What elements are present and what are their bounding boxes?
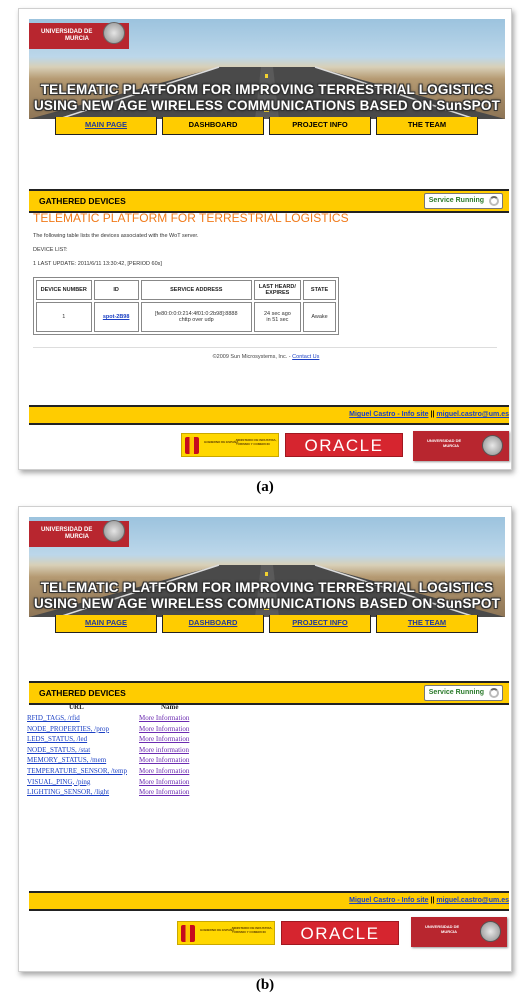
bottom-bar xyxy=(29,891,509,911)
resource-url-link[interactable]: RFID_TAGS, /rfid xyxy=(27,714,80,722)
device-list-label: DEVICE LIST: xyxy=(33,247,68,253)
gob-text: GOBIERNO DE ESPAÑA xyxy=(204,440,239,444)
more-information-link[interactable]: More Information xyxy=(139,714,190,722)
address-line2: chttp over udp xyxy=(178,317,214,323)
banner-title-line2: USING NEW AGE WIRELESS COMMUNICATIONS BASED ON SunSPOT xyxy=(33,596,501,611)
banner-title-line1: TELEMATIC PLATFORM FOR IMPROVING TERRESTRIAL LOGISTICS xyxy=(40,580,494,595)
copyright-text: ©2009 Sun Microsystems, Inc. - xyxy=(212,354,291,360)
url-column-header: URL xyxy=(69,703,84,711)
resource-url-link[interactable]: NODE_STATUS, /stat xyxy=(27,745,91,754)
devices-table xyxy=(33,277,339,335)
screenshot-panel-a xyxy=(18,8,512,470)
um-seal-icon xyxy=(480,921,501,942)
bottom-links xyxy=(349,897,509,904)
figure-label-b: (b) xyxy=(255,977,275,993)
section-bar xyxy=(29,189,509,213)
resource-url-link[interactable]: NODE_PROPERTIES, /prop xyxy=(27,724,110,733)
contact-us-link[interactable]: Contact Us xyxy=(292,354,320,360)
col-device-number: DEVICE NUMBER xyxy=(36,280,92,300)
spain-shield-icon xyxy=(181,925,195,942)
cell-device-number: 1 xyxy=(36,302,92,332)
um-logo-line1: UNIVERSIDAD DE xyxy=(427,438,462,443)
resource-url-link[interactable]: TEMPERATURE_SENSOR, /temp xyxy=(27,766,127,775)
cell-last-heard xyxy=(254,302,301,332)
university-seal-icon xyxy=(103,22,125,44)
gob-text: GOBIERNO DE ESPAÑA xyxy=(200,928,235,932)
service-status-badge[interactable] xyxy=(424,193,503,209)
service-status-label: Service Running xyxy=(428,197,484,204)
list-item xyxy=(27,756,227,767)
section-bar xyxy=(29,681,509,705)
info-site-link[interactable]: Miguel Castro - Info site xyxy=(349,897,429,904)
more-information-link[interactable]: More Information xyxy=(139,788,190,797)
link-separator: || xyxy=(430,411,435,418)
email-link[interactable]: miguel.castro@um.es xyxy=(436,897,509,904)
resource-url-link[interactable]: MEMORY_STATUS, /mem xyxy=(27,756,107,765)
more-information-link[interactable]: More Information xyxy=(139,724,190,733)
oracle-logo[interactable]: ORACLE xyxy=(281,921,399,945)
more-information-link[interactable]: More Information xyxy=(139,756,190,765)
ministry-text: MINISTERIO DE INDUSTRIA, TURISMO Y COMERCIO xyxy=(232,926,273,934)
intro-text: The following table lists the devices associated with the WoT server. xyxy=(33,233,199,239)
uni-logo-line2: MURCIA xyxy=(65,36,89,42)
service-status-label: Service Running xyxy=(428,689,484,696)
info-site-link[interactable]: Miguel Castro - Info site xyxy=(349,411,429,418)
heard-line2: in 51 sec xyxy=(266,317,289,323)
uni-logo-line1: UNIVERSIDAD DE xyxy=(41,527,93,533)
spinner-icon xyxy=(489,196,499,206)
section-title: GATHERED DEVICES xyxy=(39,196,126,206)
resource-list xyxy=(27,714,227,799)
main-nav xyxy=(55,615,479,633)
nav-the-team[interactable]: THE TEAM xyxy=(376,117,478,135)
nav-project-info[interactable]: PROJECT INFO xyxy=(269,117,371,135)
um-logo[interactable] xyxy=(413,431,509,461)
nav-dashboard[interactable]: DASHBOARD xyxy=(162,615,264,633)
header-banner xyxy=(29,517,505,617)
screenshot-panel-b xyxy=(18,506,512,972)
section-title: GATHERED DEVICES xyxy=(39,688,126,698)
list-item xyxy=(27,714,227,725)
link-separator: || xyxy=(430,897,435,904)
email-link[interactable]: miguel.castro@um.es xyxy=(436,411,509,418)
list-item xyxy=(27,725,227,736)
last-update-text: 1 LAST UPDATE: 2011/6/11 13:30:42, [PERIOD 60s] xyxy=(33,261,162,267)
list-item xyxy=(27,788,227,799)
col-id: ID xyxy=(94,280,139,300)
oracle-logo[interactable]: ORACLE xyxy=(285,433,403,457)
name-column-header: Name xyxy=(161,703,179,711)
col-state: STATE xyxy=(303,280,336,300)
header-banner xyxy=(29,19,505,119)
resource-url-link[interactable]: VISUAL_PING, /ping xyxy=(27,777,91,786)
um-logo-line2: MURCIA xyxy=(443,443,459,448)
bottom-links xyxy=(349,411,509,418)
footer-copyright xyxy=(19,354,512,360)
um-logo-line1: UNIVERSIDAD DE xyxy=(425,924,460,929)
bottom-bar xyxy=(29,405,509,425)
more-information-link[interactable]: More Information xyxy=(139,735,190,744)
nav-main-page[interactable]: MAIN PAGE xyxy=(55,615,157,633)
divider xyxy=(33,347,497,348)
list-item xyxy=(27,778,227,789)
col-service-address: SERVICE ADDRESS xyxy=(141,280,252,300)
um-logo[interactable] xyxy=(411,917,507,947)
um-seal-icon xyxy=(482,435,503,456)
more-information-link[interactable]: More information xyxy=(139,745,189,754)
banner-title-line1: TELEMATIC PLATFORM FOR IMPROVING TERRESTRIAL LOGISTICS xyxy=(40,82,494,97)
spain-shield-icon xyxy=(185,437,199,454)
table-header-row xyxy=(36,280,336,300)
table-row xyxy=(36,302,336,332)
page-heading: TELEMATIC PLATFORM FOR TERRESTRIAL LOGISTICS xyxy=(33,211,349,225)
device-id-link[interactable]: spot-2B98 xyxy=(94,302,139,332)
ministry-text: MINISTERIO DE INDUSTRIA, TURISMO Y COMERCIO xyxy=(236,438,277,446)
col-last-heard: LAST HEARD/ EXPIRES xyxy=(254,280,301,300)
nav-project-info[interactable]: PROJECT INFO xyxy=(269,615,371,633)
cell-state: Awake xyxy=(303,302,336,332)
more-information-link[interactable]: More Information xyxy=(139,766,190,775)
nav-main-page[interactable]: MAIN PAGE xyxy=(55,117,157,135)
nav-dashboard[interactable]: DASHBOARD xyxy=(162,117,264,135)
uni-logo-line2: MURCIA xyxy=(65,534,89,540)
list-item xyxy=(27,735,227,746)
um-logo-line2: MURCIA xyxy=(441,929,457,934)
cell-service-address xyxy=(141,302,252,332)
main-nav xyxy=(55,117,479,135)
uni-logo-line1: UNIVERSIDAD DE xyxy=(41,29,93,35)
list-item xyxy=(27,746,227,757)
spain-government-logo[interactable] xyxy=(177,921,275,945)
address-line1: [fe80:0:0:0:214:4f01:0:2b98]:8888 xyxy=(154,311,238,317)
more-information-link[interactable]: More Information xyxy=(139,777,190,786)
banner-title-line2: USING NEW AGE WIRELESS COMMUNICATIONS BASED ON SunSPOT xyxy=(33,98,501,113)
university-seal-icon xyxy=(103,520,125,542)
figure-label-a: (a) xyxy=(256,479,274,495)
resource-url-link[interactable]: LIGHTING_SENSOR, /light xyxy=(27,788,110,797)
spain-government-logo[interactable] xyxy=(181,433,279,457)
list-item xyxy=(27,767,227,778)
heard-line1: 24 sec ago xyxy=(263,311,291,317)
spinner-icon xyxy=(489,688,499,698)
resource-url-link[interactable]: LEDS_STATUS, /led xyxy=(27,735,88,744)
nav-the-team[interactable]: THE TEAM xyxy=(376,615,478,633)
service-status-badge[interactable] xyxy=(424,685,503,701)
